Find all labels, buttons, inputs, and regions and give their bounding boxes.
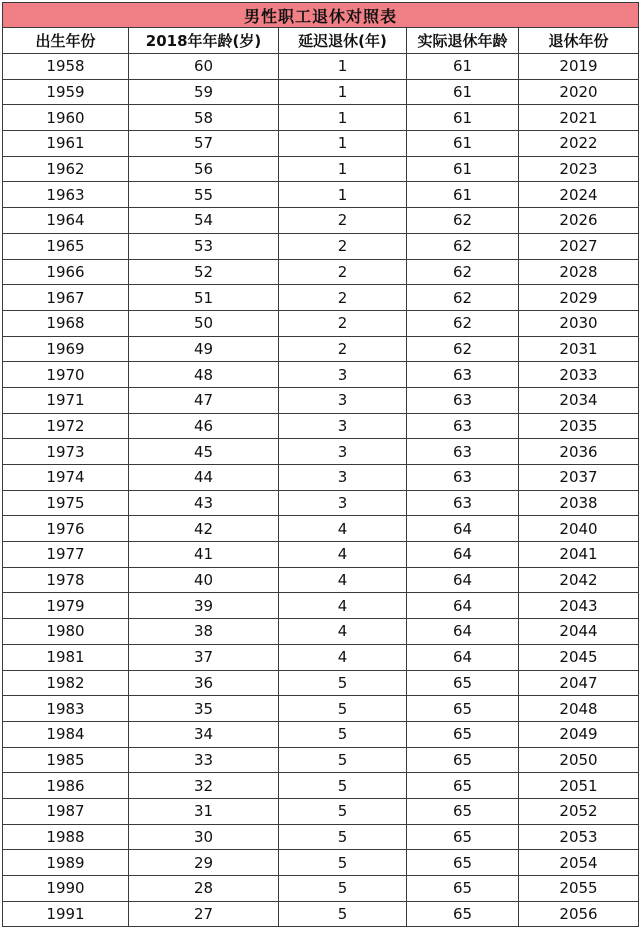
table-row (3, 233, 639, 259)
cell-birth-year: 1981 (3, 644, 129, 670)
cell-retirement-year: 2054 (519, 850, 639, 876)
cell-delay-years: 1 (279, 79, 407, 105)
cell-actual-retirement-age: 65 (407, 721, 519, 747)
cell-birth-year: 1968 (3, 310, 129, 336)
cell-delay-years: 5 (279, 824, 407, 850)
cell-retirement-year: 2020 (519, 79, 639, 105)
column-header-age-2018: 2018年年龄(岁) (129, 28, 279, 54)
cell-retirement-year: 2024 (519, 182, 639, 208)
cell-age-2018: 49 (129, 336, 279, 362)
cell-actual-retirement-age: 64 (407, 542, 519, 568)
cell-birth-year: 1962 (3, 156, 129, 182)
cell-birth-year: 1958 (3, 54, 129, 80)
cell-actual-retirement-age: 62 (407, 310, 519, 336)
cell-age-2018: 27 (129, 901, 279, 927)
cell-birth-year: 1974 (3, 465, 129, 491)
cell-age-2018: 51 (129, 285, 279, 311)
table-row (3, 490, 639, 516)
cell-retirement-year: 2056 (519, 901, 639, 927)
cell-delay-years: 4 (279, 619, 407, 645)
cell-retirement-year: 2031 (519, 336, 639, 362)
cell-delay-years: 5 (279, 747, 407, 773)
cell-delay-years: 2 (279, 208, 407, 234)
cell-actual-retirement-age: 61 (407, 54, 519, 80)
cell-age-2018: 36 (129, 670, 279, 696)
cell-actual-retirement-age: 65 (407, 850, 519, 876)
cell-age-2018: 52 (129, 259, 279, 285)
cell-delay-years: 1 (279, 54, 407, 80)
cell-actual-retirement-age: 63 (407, 413, 519, 439)
cell-actual-retirement-age: 65 (407, 773, 519, 799)
cell-delay-years: 2 (279, 336, 407, 362)
cell-birth-year: 1978 (3, 567, 129, 593)
cell-delay-years: 5 (279, 876, 407, 902)
cell-birth-year: 1961 (3, 131, 129, 157)
table-row (3, 413, 639, 439)
cell-birth-year: 1986 (3, 773, 129, 799)
table-row (3, 285, 639, 311)
cell-actual-retirement-age: 63 (407, 387, 519, 413)
table-row (3, 516, 639, 542)
cell-retirement-year: 2041 (519, 542, 639, 568)
table-row (3, 156, 639, 182)
table-row (3, 131, 639, 157)
cell-age-2018: 38 (129, 619, 279, 645)
cell-delay-years: 5 (279, 696, 407, 722)
cell-birth-year: 1983 (3, 696, 129, 722)
cell-retirement-year: 2047 (519, 670, 639, 696)
cell-actual-retirement-age: 61 (407, 182, 519, 208)
cell-retirement-year: 2049 (519, 721, 639, 747)
table-row (3, 567, 639, 593)
cell-delay-years: 2 (279, 310, 407, 336)
table-row (3, 362, 639, 388)
cell-age-2018: 37 (129, 644, 279, 670)
cell-age-2018: 60 (129, 54, 279, 80)
table-row (3, 542, 639, 568)
table-row (3, 901, 639, 927)
cell-actual-retirement-age: 62 (407, 336, 519, 362)
table-row (3, 721, 639, 747)
cell-age-2018: 59 (129, 79, 279, 105)
cell-age-2018: 33 (129, 747, 279, 773)
cell-actual-retirement-age: 65 (407, 824, 519, 850)
cell-actual-retirement-age: 65 (407, 901, 519, 927)
table-row (3, 387, 639, 413)
cell-actual-retirement-age: 63 (407, 465, 519, 491)
table-row (3, 259, 639, 285)
cell-delay-years: 4 (279, 644, 407, 670)
cell-birth-year: 1980 (3, 619, 129, 645)
cell-delay-years: 1 (279, 131, 407, 157)
cell-age-2018: 29 (129, 850, 279, 876)
cell-retirement-year: 2037 (519, 465, 639, 491)
table-row (3, 644, 639, 670)
column-header-actual-retirement-age: 实际退休年龄 (407, 28, 519, 54)
cell-delay-years: 5 (279, 850, 407, 876)
cell-actual-retirement-age: 63 (407, 439, 519, 465)
cell-age-2018: 56 (129, 156, 279, 182)
table-title: 男性职工退休对照表 (3, 3, 639, 28)
cell-retirement-year: 2023 (519, 156, 639, 182)
cell-actual-retirement-age: 62 (407, 233, 519, 259)
table-row (3, 593, 639, 619)
cell-age-2018: 39 (129, 593, 279, 619)
cell-delay-years: 1 (279, 105, 407, 131)
cell-actual-retirement-age: 65 (407, 798, 519, 824)
cell-actual-retirement-age: 64 (407, 644, 519, 670)
cell-actual-retirement-age: 62 (407, 259, 519, 285)
cell-delay-years: 5 (279, 670, 407, 696)
cell-retirement-year: 2052 (519, 798, 639, 824)
cell-actual-retirement-age: 61 (407, 131, 519, 157)
cell-age-2018: 48 (129, 362, 279, 388)
cell-retirement-year: 2027 (519, 233, 639, 259)
table-row (3, 105, 639, 131)
cell-retirement-year: 2044 (519, 619, 639, 645)
table-row (3, 670, 639, 696)
table-head (3, 3, 639, 54)
cell-retirement-year: 2021 (519, 105, 639, 131)
cell-age-2018: 42 (129, 516, 279, 542)
cell-delay-years: 4 (279, 593, 407, 619)
cell-age-2018: 30 (129, 824, 279, 850)
cell-age-2018: 55 (129, 182, 279, 208)
cell-birth-year: 1960 (3, 105, 129, 131)
table-row (3, 696, 639, 722)
cell-birth-year: 1985 (3, 747, 129, 773)
table-row (3, 79, 639, 105)
cell-delay-years: 4 (279, 567, 407, 593)
cell-retirement-year: 2051 (519, 773, 639, 799)
cell-birth-year: 1959 (3, 79, 129, 105)
cell-age-2018: 57 (129, 131, 279, 157)
cell-retirement-year: 2043 (519, 593, 639, 619)
cell-retirement-year: 2029 (519, 285, 639, 311)
cell-delay-years: 1 (279, 182, 407, 208)
cell-retirement-year: 2036 (519, 439, 639, 465)
cell-actual-retirement-age: 65 (407, 876, 519, 902)
cell-delay-years: 4 (279, 516, 407, 542)
cell-actual-retirement-age: 61 (407, 79, 519, 105)
cell-retirement-year: 2050 (519, 747, 639, 773)
cell-delay-years: 3 (279, 387, 407, 413)
cell-retirement-year: 2045 (519, 644, 639, 670)
table-row (3, 182, 639, 208)
cell-actual-retirement-age: 65 (407, 696, 519, 722)
cell-actual-retirement-age: 61 (407, 105, 519, 131)
cell-delay-years: 3 (279, 362, 407, 388)
cell-actual-retirement-age: 62 (407, 285, 519, 311)
cell-birth-year: 1991 (3, 901, 129, 927)
cell-retirement-year: 2038 (519, 490, 639, 516)
cell-retirement-year: 2035 (519, 413, 639, 439)
cell-retirement-year: 2022 (519, 131, 639, 157)
cell-birth-year: 1975 (3, 490, 129, 516)
cell-retirement-year: 2055 (519, 876, 639, 902)
cell-retirement-year: 2028 (519, 259, 639, 285)
cell-birth-year: 1969 (3, 336, 129, 362)
cell-birth-year: 1987 (3, 798, 129, 824)
cell-birth-year: 1976 (3, 516, 129, 542)
cell-actual-retirement-age: 63 (407, 362, 519, 388)
column-header-retirement-year: 退休年份 (519, 28, 639, 54)
cell-delay-years: 3 (279, 413, 407, 439)
cell-delay-years: 4 (279, 542, 407, 568)
cell-actual-retirement-age: 64 (407, 567, 519, 593)
cell-actual-retirement-age: 65 (407, 670, 519, 696)
cell-age-2018: 58 (129, 105, 279, 131)
table-row (3, 465, 639, 491)
cell-delay-years: 2 (279, 259, 407, 285)
cell-birth-year: 1963 (3, 182, 129, 208)
cell-retirement-year: 2053 (519, 824, 639, 850)
cell-birth-year: 1964 (3, 208, 129, 234)
cell-birth-year: 1982 (3, 670, 129, 696)
table-row (3, 208, 639, 234)
retirement-table-sheet (2, 2, 638, 927)
cell-delay-years: 3 (279, 465, 407, 491)
table-row (3, 798, 639, 824)
cell-actual-retirement-age: 64 (407, 516, 519, 542)
cell-age-2018: 35 (129, 696, 279, 722)
cell-birth-year: 1988 (3, 824, 129, 850)
cell-age-2018: 44 (129, 465, 279, 491)
cell-birth-year: 1967 (3, 285, 129, 311)
cell-actual-retirement-age: 64 (407, 593, 519, 619)
table-row (3, 619, 639, 645)
cell-age-2018: 40 (129, 567, 279, 593)
cell-age-2018: 50 (129, 310, 279, 336)
cell-birth-year: 1971 (3, 387, 129, 413)
cell-delay-years: 5 (279, 798, 407, 824)
cell-age-2018: 41 (129, 542, 279, 568)
cell-age-2018: 53 (129, 233, 279, 259)
cell-actual-retirement-age: 65 (407, 747, 519, 773)
cell-delay-years: 5 (279, 901, 407, 927)
cell-actual-retirement-age: 64 (407, 619, 519, 645)
column-header-birth-year: 出生年份 (3, 28, 129, 54)
cell-age-2018: 32 (129, 773, 279, 799)
cell-birth-year: 1970 (3, 362, 129, 388)
cell-delay-years: 5 (279, 721, 407, 747)
cell-delay-years: 3 (279, 490, 407, 516)
cell-age-2018: 43 (129, 490, 279, 516)
cell-age-2018: 54 (129, 208, 279, 234)
retirement-table (2, 2, 639, 927)
cell-birth-year: 1972 (3, 413, 129, 439)
table-row (3, 54, 639, 80)
cell-delay-years: 3 (279, 439, 407, 465)
table-row (3, 336, 639, 362)
table-row (3, 310, 639, 336)
title-row (3, 3, 639, 28)
cell-delay-years: 2 (279, 285, 407, 311)
table-row (3, 824, 639, 850)
table-row (3, 876, 639, 902)
cell-age-2018: 31 (129, 798, 279, 824)
table-row (3, 439, 639, 465)
cell-delay-years: 2 (279, 233, 407, 259)
cell-age-2018: 46 (129, 413, 279, 439)
cell-age-2018: 47 (129, 387, 279, 413)
cell-retirement-year: 2040 (519, 516, 639, 542)
cell-birth-year: 1984 (3, 721, 129, 747)
cell-birth-year: 1977 (3, 542, 129, 568)
cell-retirement-year: 2033 (519, 362, 639, 388)
header-row (3, 28, 639, 54)
column-header-delay-years: 延迟退休(年) (279, 28, 407, 54)
cell-retirement-year: 2026 (519, 208, 639, 234)
table-row (3, 747, 639, 773)
cell-retirement-year: 2034 (519, 387, 639, 413)
cell-retirement-year: 2042 (519, 567, 639, 593)
cell-retirement-year: 2030 (519, 310, 639, 336)
table-body (3, 54, 639, 927)
cell-age-2018: 28 (129, 876, 279, 902)
table-row (3, 773, 639, 799)
cell-age-2018: 45 (129, 439, 279, 465)
cell-birth-year: 1965 (3, 233, 129, 259)
cell-delay-years: 1 (279, 156, 407, 182)
cell-birth-year: 1979 (3, 593, 129, 619)
cell-actual-retirement-age: 63 (407, 490, 519, 516)
cell-actual-retirement-age: 62 (407, 208, 519, 234)
cell-actual-retirement-age: 61 (407, 156, 519, 182)
cell-birth-year: 1990 (3, 876, 129, 902)
cell-birth-year: 1966 (3, 259, 129, 285)
cell-birth-year: 1973 (3, 439, 129, 465)
table-row (3, 850, 639, 876)
cell-age-2018: 34 (129, 721, 279, 747)
cell-retirement-year: 2048 (519, 696, 639, 722)
cell-birth-year: 1989 (3, 850, 129, 876)
cell-delay-years: 5 (279, 773, 407, 799)
cell-retirement-year: 2019 (519, 54, 639, 80)
